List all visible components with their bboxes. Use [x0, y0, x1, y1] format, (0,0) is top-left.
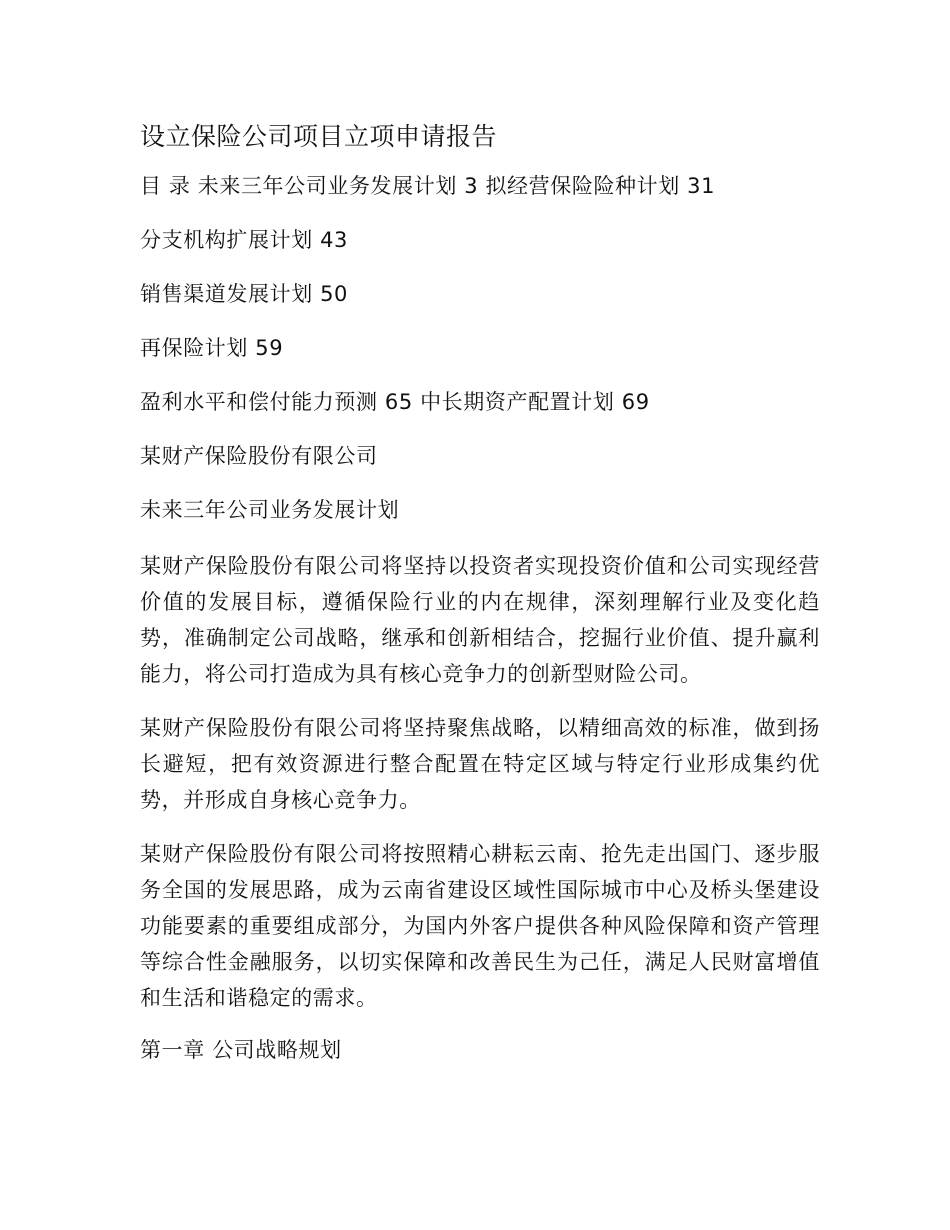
- body-paragraph: 某财产保险股份有限公司将坚持聚焦战略，以精细高效的标准，做到扬长避短，把有效资源进行整合配置在特定区域与特定行业形成集约优势，并形成自身核心竞争力。: [140, 716, 820, 812]
- document-title: 设立保险公司项目立项申请报告: [140, 122, 498, 151]
- section-title: 未来三年公司业务发展计划: [140, 498, 400, 522]
- chapter-title: 第一章 公司战略规划: [140, 1038, 342, 1062]
- toc-line: 盈利水平和偿付能力预测 65 中长期资产配置计划 69: [140, 390, 650, 414]
- document-page: [140, 118, 820, 1066]
- toc-line: 分支机构扩展计划 43: [140, 228, 348, 252]
- toc-line: 目 录 未来三年公司业务发展计划 3 拟经营保险险种计划 31: [140, 174, 716, 198]
- toc-line: 销售渠道发展计划 50: [140, 282, 348, 306]
- company-name: 某财产保险股份有限公司: [140, 444, 378, 468]
- body-paragraph: 某财产保险股份有限公司将按照精心耕耘云南、抢先走出国门、逐步服务全国的发展思路，成为云南省建设区域性国际城市中心及桥头堡建设功能要素的重要组成部分，为国内外客户提供各种风险保障和资产管理等综合性金融服务，以切实保障和改善民生为己任，满足人民财富增值和生活和谐稳定的需求。: [140, 842, 820, 1010]
- table-of-contents: [140, 170, 820, 418]
- toc-line: 再保险计划 59: [140, 336, 284, 360]
- body-paragraph: 某财产保险股份有限公司将坚持以投资者实现投资价值和公司实现经营价值的发展目标，遵循保险行业的内在规律，深刻理解行业及变化趋势，准确制定公司战略，继承和创新相结合，挖掘行业价值、提升赢利能力，将公司打造成为具有核心竞争力的创新型财险公司。: [140, 554, 820, 686]
